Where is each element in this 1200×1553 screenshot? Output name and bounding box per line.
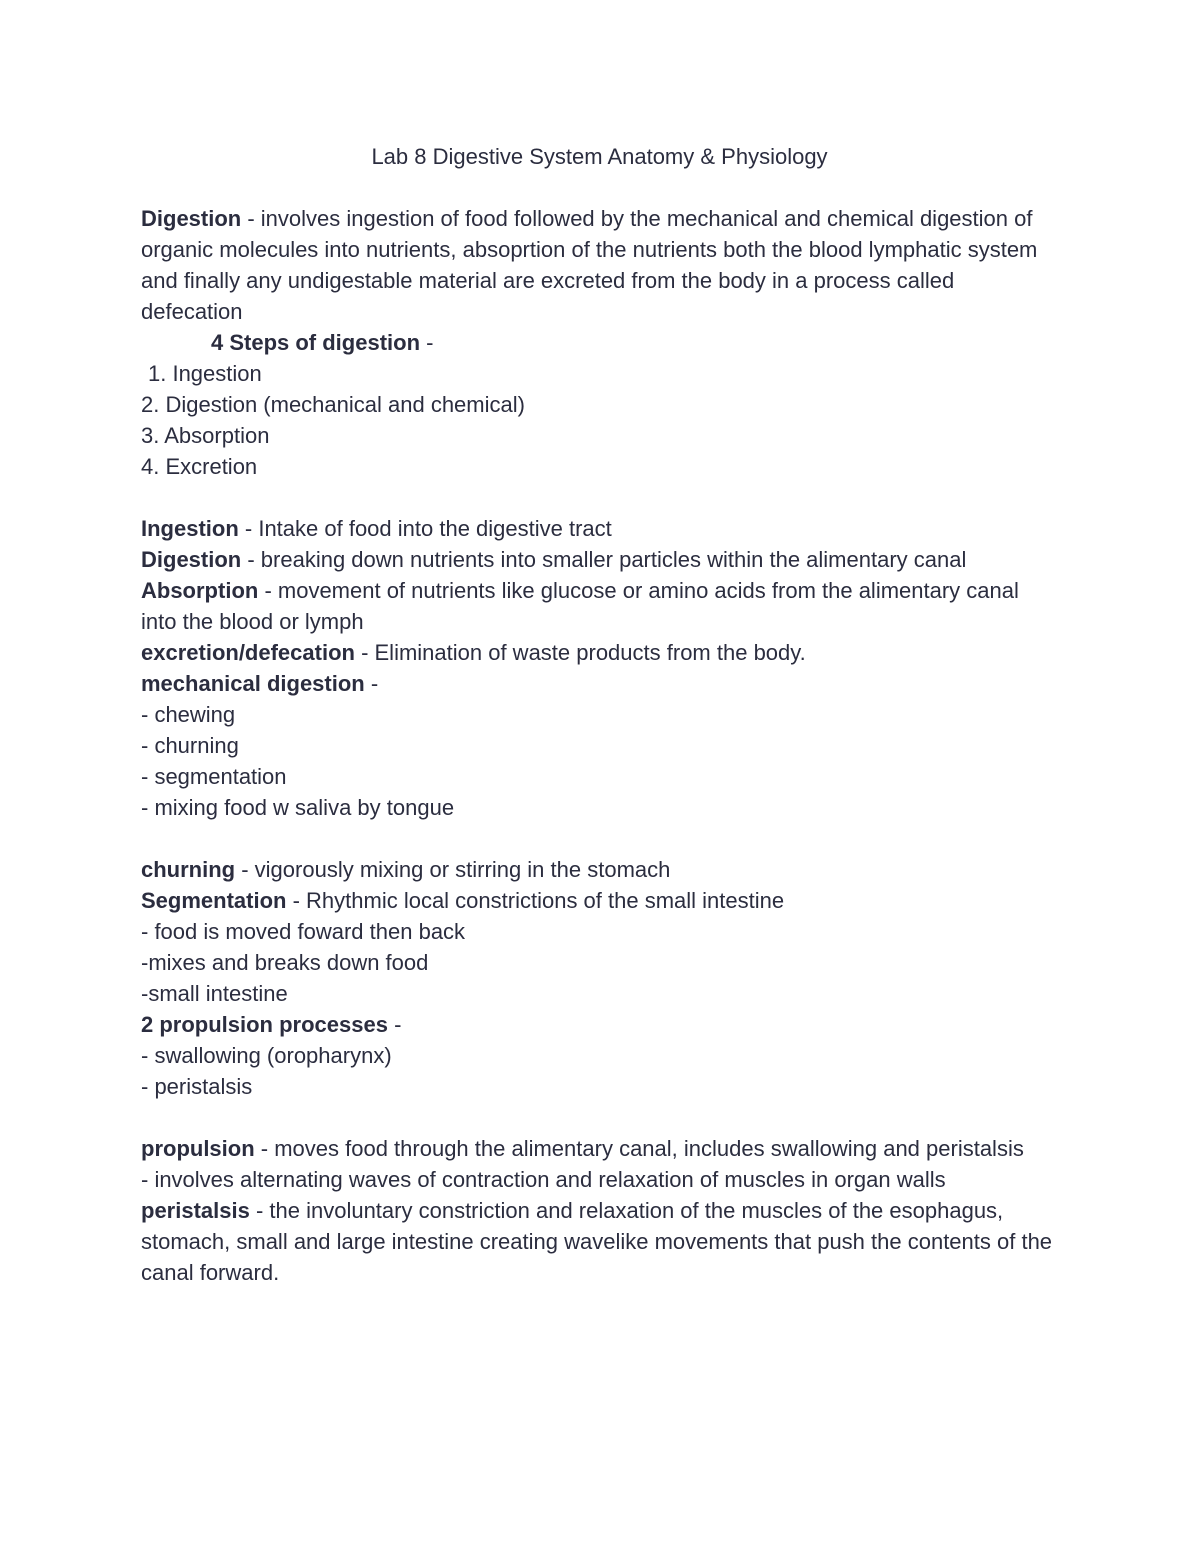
propulsion-term: propulsion bbox=[141, 1136, 255, 1161]
segmentation-item: - food is moved foward then back bbox=[141, 919, 466, 944]
definition-term: Ingestion bbox=[141, 516, 239, 541]
mechanical-item: - chewing bbox=[141, 702, 236, 727]
step-item: 1. Ingestion bbox=[148, 361, 262, 386]
propulsion-item: - swallowing (oropharynx) bbox=[141, 1043, 392, 1068]
mechanical-digestion-term: mechanical digestion bbox=[141, 671, 365, 696]
propulsion-extra: - involves alternating waves of contraction and relaxation of muscles in organ walls bbox=[141, 1167, 946, 1192]
definition-term: Absorption bbox=[141, 578, 259, 603]
propulsion-processes-suffix: - bbox=[387, 1012, 402, 1037]
peristalsis-term: peristalsis bbox=[141, 1198, 250, 1223]
ingestion-definition bbox=[141, 513, 1056, 544]
peristalsis-text: - the involuntary constriction and relaxation of the muscles of the esophagus, stomach, small and large intestine creating wavelike movements that push the contents of the canal forward. bbox=[141, 1198, 1059, 1285]
mechanical-item: - segmentation bbox=[141, 764, 287, 789]
segmentation-text: - Rhythmic local constrictions of the small intestine bbox=[286, 888, 785, 913]
propulsion-processes-heading bbox=[141, 1009, 1056, 1040]
step-item: 3. Absorption bbox=[141, 423, 270, 448]
definition-text: - movement of nutrients like glucose or amino acids from the alimentary canal into the blood or lymph bbox=[141, 578, 1026, 634]
segmentation-definition bbox=[141, 885, 1056, 916]
digestion-definition bbox=[141, 203, 1056, 327]
mechanical-item: - mixing food w saliva by tongue bbox=[141, 795, 455, 820]
churning-term: churning bbox=[141, 857, 236, 882]
definition-text: - Elimination of waste products from the body. bbox=[354, 640, 806, 665]
digestion-short-definition bbox=[141, 544, 1056, 575]
absorption-definition bbox=[141, 575, 1056, 637]
segmentation-item: -mixes and breaks down food bbox=[141, 950, 429, 975]
mechanical-item: - churning bbox=[141, 733, 239, 758]
definition-term: Digestion bbox=[141, 547, 242, 572]
spacer bbox=[141, 1102, 1056, 1133]
definition-text: - Intake of food into the digestive tract bbox=[238, 516, 612, 541]
propulsion-item: - peristalsis bbox=[141, 1074, 253, 1099]
steps-heading bbox=[141, 327, 1056, 358]
steps-heading-suffix: - bbox=[420, 330, 434, 355]
mechanical-digestion-suffix: - bbox=[364, 671, 379, 696]
propulsion-text: - moves food through the alimentary canal, includes swallowing and peristalsis bbox=[254, 1136, 1024, 1161]
digestion-term: Digestion bbox=[141, 206, 242, 231]
step-item: 2. Digestion (mechanical and chemical) bbox=[141, 392, 525, 417]
digestion-text: - involves ingestion of food followed by the mechanical and chemical digestion of organic molecules into nutrients, absoprtion of the nutrients both the blood lymphatic system and finally any undigestable material are excreted from the body in a process called defecation bbox=[141, 206, 1044, 324]
excretion-definition bbox=[141, 637, 1056, 668]
steps-heading-term: 4 Steps of digestion bbox=[211, 330, 421, 355]
propulsion-definition bbox=[141, 1133, 1056, 1164]
spacer bbox=[141, 823, 1056, 854]
propulsion-processes-term: 2 propulsion processes bbox=[141, 1012, 388, 1037]
churning-definition bbox=[141, 854, 1056, 885]
segmentation-item: -small intestine bbox=[141, 981, 288, 1006]
definition-term: excretion/defecation bbox=[141, 640, 355, 665]
spacer bbox=[141, 482, 1056, 513]
churning-text: - vigorously mixing or stirring in the stomach bbox=[235, 857, 671, 882]
step-item: 4. Excretion bbox=[141, 454, 258, 479]
document-title: Lab 8 Digestive System Anatomy & Physiology bbox=[371, 144, 828, 169]
definition-text: - breaking down nutrients into smaller particles within the alimentary canal bbox=[241, 547, 967, 572]
segmentation-term: Segmentation bbox=[141, 888, 287, 913]
peristalsis-definition bbox=[141, 1195, 1059, 1288]
document-page bbox=[141, 141, 1059, 1288]
mechanical-digestion-heading bbox=[141, 668, 1056, 699]
